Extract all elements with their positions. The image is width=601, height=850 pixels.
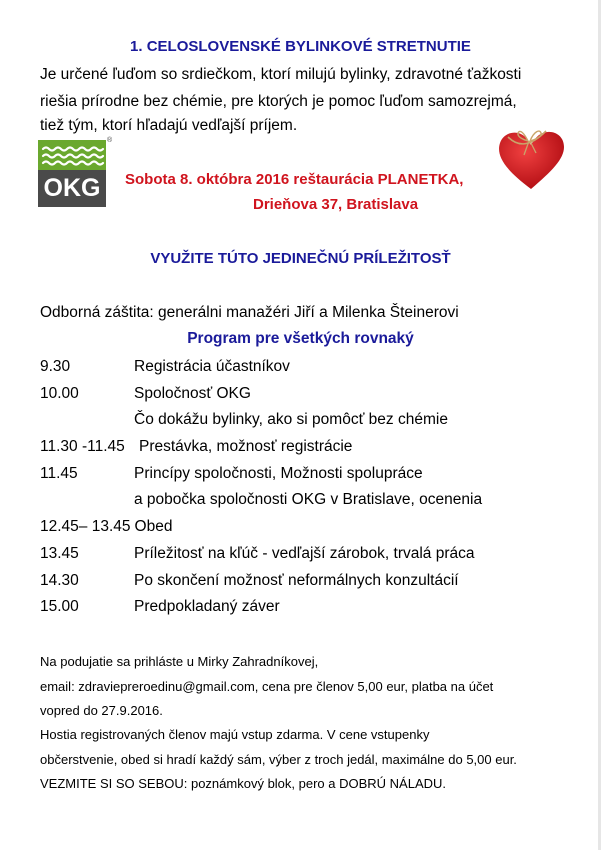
program-activity: Po skončení možnosť neformálnych konzultácií xyxy=(134,572,459,589)
footer-line-5: občerstvenie, obed si hradí každý sám, výber z troch jedál, maximálne do 5,00 eur. xyxy=(40,752,517,767)
intro-line-3: tiež tým, ktorí hľadajú vedľajší príjem. xyxy=(40,117,298,134)
event-address: Drieňova 37, Bratislava xyxy=(253,196,419,213)
program-activity: Obed xyxy=(134,518,173,535)
okg-logo xyxy=(38,137,113,207)
heart-with-bow-icon xyxy=(494,125,568,191)
program-time: 11.45 xyxy=(40,465,78,482)
footer-line-2: email: zdraviepreroedinu@gmail.com, cena pre členov 5,00 eur, platba na účet xyxy=(40,679,494,694)
program-row xyxy=(40,491,482,509)
footer-line-6: VEZMITE SI SO SEBOU: poznámkový blok, pero a DOBRÚ NÁLADU. xyxy=(40,776,447,791)
event-date-venue: Sobota 8. októbra 2016 reštaurácia PLANETKA, xyxy=(125,171,464,188)
intro-line-1: Je určené ľuďom so srdiečkom, ktorí milujú bylinky, zdravotné ťažkosti xyxy=(40,66,522,83)
program-activity: Predpokladaný záver xyxy=(134,598,280,615)
patronage: Odborná záštita: generálni manažéri Jiří a Milenka Šteinerovi xyxy=(40,304,459,321)
event-title: 1. CELOSLOVENSKÉ BYLINKOVÉ STRETNUTIE xyxy=(130,38,471,55)
program-row xyxy=(40,545,475,563)
program-time: 11.30 -11.45 xyxy=(40,438,125,455)
program-activity: Spoločnosť OKG xyxy=(134,385,251,402)
program-row xyxy=(40,518,172,536)
program-time: 15.00 xyxy=(40,598,79,615)
footer-line-4: Hostia registrovaných členov majú vstup zdarma. V cene vstupenky xyxy=(40,727,430,742)
program-row xyxy=(40,572,459,590)
program-time: 13.45 xyxy=(40,545,79,562)
call-to-action: VYUŽITE TÚTO JEDINEČNÚ PRÍLEŽITOSŤ xyxy=(150,250,451,267)
intro-line-2: riešia prírodne bez chémie, pre ktorých je pomoc ľuďom samozrejmá, xyxy=(40,93,517,110)
okg-logo-text: OKG xyxy=(38,170,106,207)
program-time: 10.00 xyxy=(40,385,79,402)
program-activity: a pobočka spoločnosti OKG v Bratislave, ocenenia xyxy=(134,491,483,508)
program-activity: Prestávka, možnosť registrácie xyxy=(139,438,353,455)
program-row xyxy=(40,385,251,403)
program-activity: Príležitosť na kľúč - vedľajší zárobok, trvalá práca xyxy=(134,545,475,562)
registered-mark: ® xyxy=(107,137,113,144)
okg-logo-waves-icon xyxy=(38,140,106,170)
program-time: 9.30 xyxy=(40,358,71,375)
program-time: 12.45– 13.45 xyxy=(40,518,131,535)
footer-line-1: Na podujatie sa prihláste u Mirky Zahradníkovej, xyxy=(40,654,319,669)
program-row xyxy=(40,598,280,616)
footer-line-3: vopred do 27.9.2016. xyxy=(40,703,163,718)
program-row xyxy=(40,411,448,429)
program-activity: Princípy spoločnosti, Možnosti spolupráce xyxy=(134,465,423,482)
program-time: 14.30 xyxy=(40,572,79,589)
program-row xyxy=(40,358,290,376)
program-activity: Registrácia účastníkov xyxy=(134,358,290,375)
program-activity: Čo dokážu bylinky, ako si pomôcť bez chémie xyxy=(134,411,448,428)
program-row xyxy=(40,465,423,483)
program-row xyxy=(40,438,352,456)
program-title: Program pre všetkých rovnaký xyxy=(187,330,414,347)
